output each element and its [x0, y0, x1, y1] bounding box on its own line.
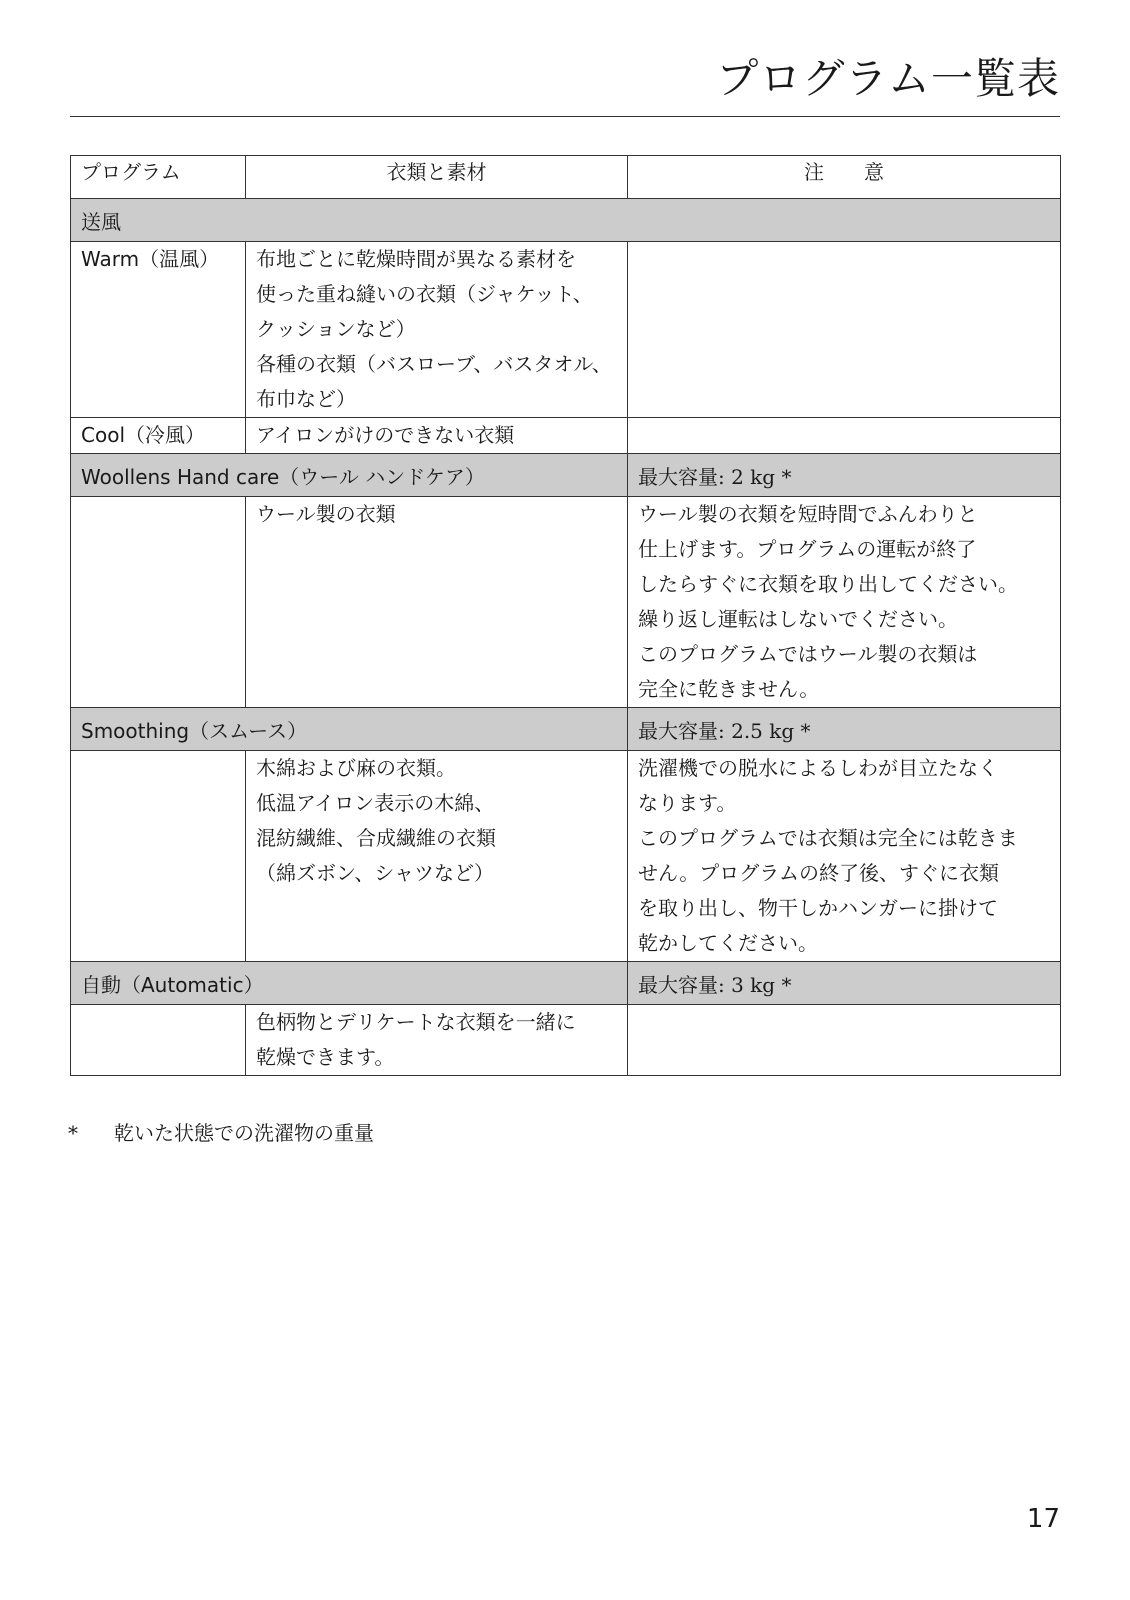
program-name — [71, 751, 246, 962]
materials-line: 布地ごとに乾燥時間が異なる素材を — [256, 247, 576, 271]
notes-cell — [628, 497, 1061, 708]
notes-line: 乾かしてください。 — [638, 931, 818, 955]
notes-line: 仕上げます。プログラムの運転が終了 — [638, 537, 977, 561]
table-header-row — [71, 156, 1061, 199]
table-row — [71, 1005, 1061, 1076]
section-capacity: 最大容量: 2.5 kg * — [628, 708, 1061, 751]
table-row — [71, 242, 1061, 418]
notes-cell — [628, 751, 1061, 962]
page-title: プログラム一覧表 — [716, 54, 1060, 103]
materials-cell — [246, 418, 628, 454]
section-capacity: 最大容量: 2 kg * — [628, 454, 1061, 497]
section-header-row — [71, 454, 1061, 497]
materials-line: 各種の衣類（バスローブ、バスタオル、 — [256, 352, 612, 376]
materials-line: 色柄物とデリケートな衣類を一緒に — [256, 1010, 576, 1034]
header-notes: 注 意 — [628, 156, 1061, 199]
materials-line: アイロンがけのできない衣類 — [256, 423, 515, 447]
section-label: 自動（Automatic） — [71, 962, 628, 1005]
header-program: プログラム — [71, 156, 246, 199]
title-divider — [70, 116, 1060, 117]
notes-line: 繰り返し運転はしないでください。 — [638, 607, 958, 631]
materials-line: ウール製の衣類 — [256, 502, 396, 526]
materials-cell — [246, 751, 628, 962]
table-row — [71, 418, 1061, 454]
section-capacity: 最大容量: 3 kg * — [628, 962, 1061, 1005]
materials-line: クッションなど） — [256, 317, 416, 341]
notes-line: 洗濯機での脱水によるしわが目立たなく — [638, 756, 998, 780]
materials-line: 混紡繊維、合成繊維の衣類 — [256, 826, 496, 850]
program-name — [71, 1005, 246, 1076]
page-number: 17 — [1026, 1504, 1060, 1534]
footnote-text: 乾いた状態での洗濯物の重量 — [114, 1121, 374, 1145]
program-table-body — [71, 156, 1061, 1076]
table-row — [71, 497, 1061, 708]
footnote — [68, 1117, 374, 1146]
notes-cell — [628, 1005, 1061, 1076]
materials-line: 木綿および麻の衣類。 — [256, 756, 456, 780]
notes-line: このプログラムでは衣類は完全には乾きま — [638, 826, 1018, 850]
program-name: Warm（温風） — [71, 242, 246, 418]
materials-line: 布巾など） — [256, 387, 356, 411]
materials-line: 乾燥できます。 — [256, 1045, 395, 1069]
notes-line: なります。 — [638, 791, 737, 815]
notes-line: せん。プログラムの終了後、すぐに衣類 — [638, 861, 999, 885]
notes-line: したらすぐに衣類を取り出してください。 — [638, 572, 1018, 596]
section-header-row — [71, 962, 1061, 1005]
notes-line: このプログラムではウール製の衣類は — [638, 642, 978, 666]
section-label: Smoothing（スムース） — [71, 708, 628, 751]
program-name — [71, 497, 246, 708]
materials-cell — [246, 1005, 628, 1076]
notes-line: ウール製の衣類を短時間でふんわりと — [638, 502, 978, 526]
footnote-mark: * — [68, 1121, 78, 1145]
program-table — [70, 155, 1061, 1076]
materials-cell — [246, 242, 628, 418]
table-row — [71, 751, 1061, 962]
notes-cell — [628, 242, 1061, 418]
section-header-row — [71, 199, 1061, 242]
materials-line: 使った重ね縫いの衣類（ジャケット、 — [256, 282, 593, 306]
notes-line: 完全に乾きません。 — [638, 677, 820, 701]
materials-line: （綿ズボン、シャツなど） — [256, 861, 494, 885]
materials-line: 低温アイロン表示の木綿、 — [256, 791, 495, 815]
section-label: 送風 — [71, 199, 1061, 242]
section-label: Woollens Hand care（ウール ハンドケア） — [71, 454, 628, 497]
header-materials: 衣類と素材 — [246, 156, 628, 199]
notes-line: を取り出し、物干しかハンガーに掛けて — [638, 896, 998, 920]
materials-cell — [246, 497, 628, 708]
program-name: Cool（冷風） — [71, 418, 246, 454]
section-header-row — [71, 708, 1061, 751]
notes-cell — [628, 418, 1061, 454]
